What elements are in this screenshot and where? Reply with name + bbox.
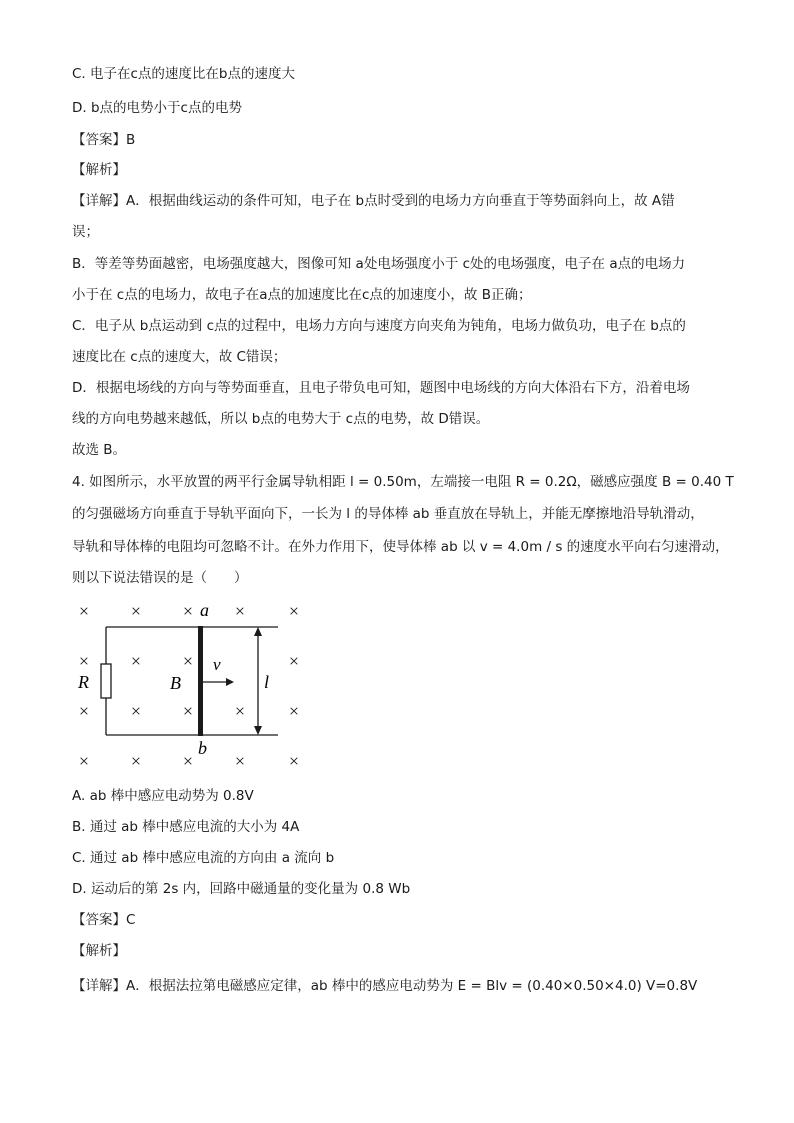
detail-line-q4: 【详解】A．根据法拉第电磁感应定律，ab 棒中的感应电动势为 E = Blv = (0.40×0.50×4.0) V=0.8V bbox=[72, 978, 698, 994]
circuit-figure bbox=[70, 598, 320, 778]
velocity-arrow-head bbox=[226, 678, 234, 686]
final-choice-1: 故选 B。 bbox=[72, 442, 127, 458]
label-b: b bbox=[198, 738, 207, 758]
cross-mark: × bbox=[182, 751, 194, 771]
conductor-rod bbox=[198, 626, 203, 736]
resistor bbox=[101, 664, 111, 698]
option-d: D. 运动后的第 2s 内，回路中磁通量的变化量为 0.8 Wb bbox=[72, 881, 411, 897]
line-d-option: D. b点的电势小于c点的电势 bbox=[72, 100, 242, 116]
cross-mark: × bbox=[78, 601, 90, 621]
cross-mark: × bbox=[182, 651, 194, 671]
length-arrow-top-head bbox=[254, 627, 262, 636]
question4-line-3: 导轨和导体棒的电阻均可忽略不计。在外力作用下，使导体棒 ab 以 v = 4.0m / s 的速度水平向右匀速滑动， bbox=[72, 539, 729, 555]
cross-mark: × bbox=[288, 751, 300, 771]
label-R: R bbox=[78, 672, 89, 692]
detail-b-line-1: B．等差等势面越密，电场强度越大，图像可知 a处电场强度小于 c处的电场强度，电子在 a点的电场力 bbox=[72, 256, 686, 272]
question4-line-4: 则以下说法错误的是（ ） bbox=[72, 570, 248, 586]
question4-line-2: 的匀强磁场方向垂直于导轨平面向下，一长为 l 的导体棒 ab 垂直放在导轨上，并能无摩擦地沿导轨滑动， bbox=[72, 506, 704, 522]
label-l: l bbox=[264, 672, 270, 692]
cross-mark: × bbox=[130, 601, 142, 621]
option-a: A. ab 棒中感应电动势为 0.8V bbox=[72, 788, 254, 804]
detail-a-line-2: 误； bbox=[72, 224, 99, 240]
detail-d-line-1: D．根据电场线的方向与等势面垂直，且电子带负电可知，题图中电场线的方向大体沿右下方，沿着电场 bbox=[72, 380, 690, 396]
cross-mark: × bbox=[130, 651, 142, 671]
cross-mark: × bbox=[182, 601, 194, 621]
cross-mark: × bbox=[234, 701, 246, 721]
answer-label-1: 【答案】B bbox=[72, 132, 136, 148]
cross-mark: × bbox=[288, 601, 300, 621]
question4-line-1: 4. 如图所示，水平放置的两平行金属导轨相距 l = 0.50m，左端接一电阻 R = 0.2Ω，磁感应强度 B = 0.40 T bbox=[72, 474, 734, 490]
detail-c-line-1: C．电子从 b点运动到 c点的过程中，电场力方向与速度方向夹角为钝角，电场力做负功，电子在 b点的 bbox=[72, 318, 686, 334]
cross-mark: × bbox=[182, 701, 194, 721]
cross-mark: × bbox=[288, 651, 300, 671]
detail-d-line-2: 线的方向电势越来越低，所以 b点的电势大于 c点的电势，故 D错误。 bbox=[72, 411, 490, 427]
cross-mark: × bbox=[130, 701, 142, 721]
analysis-label-2: 【解析】 bbox=[72, 943, 126, 959]
label-v: v bbox=[213, 655, 221, 674]
line-c-option: C. 电子在c点的速度比在b点的速度大 bbox=[72, 66, 296, 82]
cross-mark: × bbox=[78, 751, 90, 771]
detail-a-line-1: 【详解】A．根据曲线运动的条件可知，电子在 b点时受到的电场力方向垂直于等势面斜向上，故 A错 bbox=[72, 193, 675, 209]
option-b: B. 通过 ab 棒中感应电流的大小为 4A bbox=[72, 819, 300, 835]
length-arrow-bottom-head bbox=[254, 726, 262, 735]
cross-mark: × bbox=[288, 701, 300, 721]
detail-b-line-2: 小于在 c点的电场力，故电子在a点的加速度比在c点的加速度小，故 B正确； bbox=[72, 287, 532, 303]
cross-mark: × bbox=[130, 751, 142, 771]
analysis-label-1: 【解析】 bbox=[72, 162, 126, 178]
label-B: B bbox=[170, 673, 181, 693]
detail-c-line-2: 速度比在 c点的速度大，故 C错误； bbox=[72, 349, 287, 365]
answer-label-2: 【答案】C bbox=[72, 912, 136, 928]
option-c: C. 通过 ab 棒中感应电流的方向由 a 流向 b bbox=[72, 850, 335, 866]
cross-mark: × bbox=[234, 601, 246, 621]
cross-mark: × bbox=[78, 651, 90, 671]
label-a: a bbox=[200, 600, 209, 620]
cross-mark: × bbox=[234, 751, 246, 771]
cross-mark: × bbox=[78, 701, 90, 721]
